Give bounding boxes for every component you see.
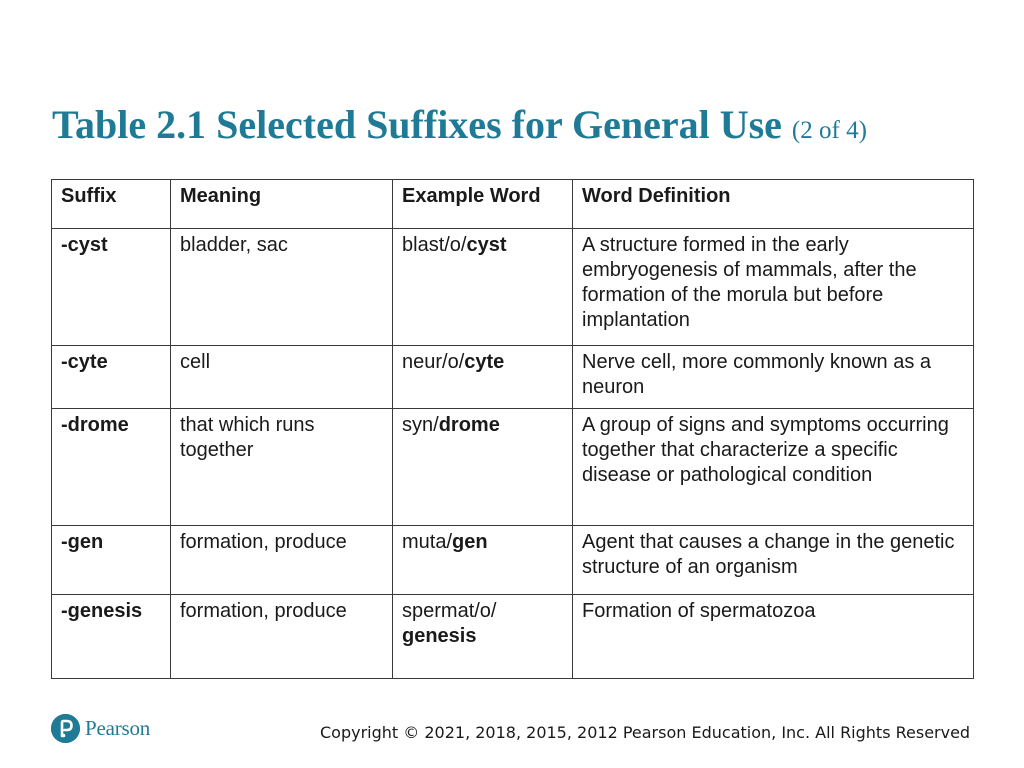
header-example-word: Example Word [393, 180, 573, 229]
definition-cell: Agent that causes a change in the genetic structure of an organism [573, 526, 974, 595]
definition-cell: Formation of spermatozoa [573, 595, 974, 679]
suffix-cell: -cyst [52, 229, 171, 346]
example-word-root: blast/o/ [402, 234, 467, 256]
suffix-table [51, 179, 974, 679]
page-indicator: (2 of 4) [791, 117, 867, 144]
example-word-suffix: cyst [466, 234, 507, 256]
example-word-suffix: gen [452, 531, 488, 553]
table-row [52, 229, 974, 346]
copyright-notice: Copyright © 2021, 2018, 2015, 2012 Pearson Education, Inc. All Rights Reserved [320, 723, 971, 742]
meaning-cell: formation, produce [171, 526, 393, 595]
meaning-cell: that which runs together [171, 409, 393, 526]
pearson-logo-text: Pearson [85, 716, 151, 740]
meaning-cell: bladder, sac [171, 229, 393, 346]
suffix-cell: -genesis [52, 595, 171, 679]
table-row [52, 409, 974, 526]
example-word-suffix: drome [438, 414, 500, 436]
meaning-cell: cell [171, 346, 393, 409]
slide-title [52, 98, 867, 158]
header-word-definition: Word Definition [573, 180, 974, 229]
title-main: Table 2.1 Selected Suffixes for General Use [52, 102, 782, 147]
example-word-root: spermat/o/ [402, 600, 497, 622]
example-word-cell [393, 595, 573, 679]
meaning-cell: formation, produce [171, 595, 393, 679]
table-row [52, 526, 974, 595]
example-word-cell [393, 526, 573, 595]
example-word-suffix: cyte [464, 351, 505, 373]
definition-cell: Nerve cell, more commonly known as a neuron [573, 346, 974, 409]
suffix-cell: -drome [52, 409, 171, 526]
example-word-cell [393, 346, 573, 409]
suffix-cell: -gen [52, 526, 171, 595]
example-word-suffix: genesis [402, 625, 477, 647]
pearson-logo-icon [51, 714, 80, 743]
example-word-cell [393, 409, 573, 526]
table-header-row [52, 180, 974, 229]
example-word-root: neur/o/ [402, 351, 465, 373]
header-suffix: Suffix [52, 180, 171, 229]
table-row [52, 595, 974, 679]
pearson-logo [51, 714, 150, 743]
example-word-root: muta/ [402, 531, 453, 553]
example-word-cell [393, 229, 573, 346]
table-row [52, 346, 974, 409]
header-meaning: Meaning [171, 180, 393, 229]
suffix-cell: -cyte [52, 346, 171, 409]
definition-cell: A group of signs and symptoms occurring together that characterize a specific disease or pathological condition [573, 409, 974, 526]
definition-cell: A structure formed in the early embryogenesis of mammals, after the formation of the morula but before implantation [573, 229, 974, 346]
example-word-root: syn/ [402, 414, 439, 436]
